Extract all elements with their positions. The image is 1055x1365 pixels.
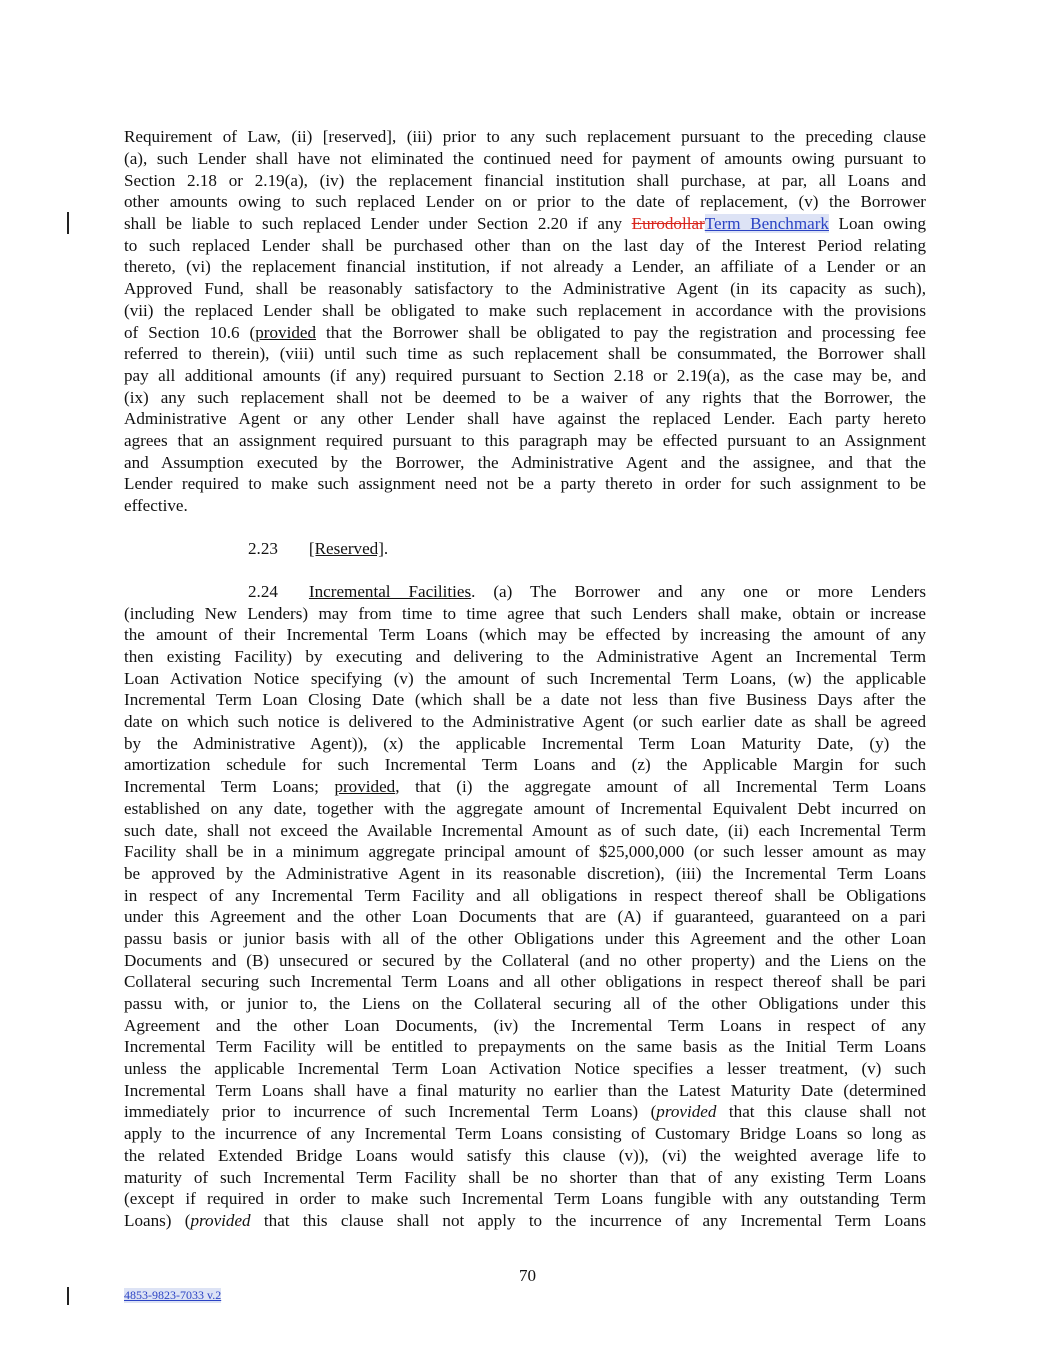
text: Section 2.18 or 2.19(a), (iv) the replacement financial institution shall purchase, at par, all Loans and bbox=[124, 171, 926, 190]
body-line bbox=[124, 1058, 926, 1080]
text: (ix) any such replacement shall not be deemed to be a waiver of any rights that the Borrower, the bbox=[124, 388, 926, 407]
body-line bbox=[124, 798, 926, 820]
body-line bbox=[124, 689, 926, 711]
text: Loan owing bbox=[828, 214, 927, 233]
text: then existing Facility) by executing and delivering to the Administrative Agent an Incremental Term bbox=[124, 647, 926, 666]
section-heading-2-24 bbox=[248, 581, 926, 603]
body-line bbox=[124, 1167, 926, 1189]
body-line bbox=[124, 170, 926, 192]
text: (vii) the replaced Lender shall be obligated to make such replacement in accordance with the provisions bbox=[124, 301, 926, 320]
italic-text: provided bbox=[656, 1102, 717, 1121]
text: Lender required to make such assignment need not be a party thereto in order for such assignment to be bbox=[124, 474, 926, 493]
body-line bbox=[124, 1123, 926, 1145]
text: Loan Activation Notice specifying (v) the amount of such Incremental Term Loans, (w) the applicable bbox=[124, 669, 926, 688]
body-line bbox=[124, 148, 926, 170]
text: such date, shall not exceed the Available Incremental Amount as of such date, (ii) each Incremental Term bbox=[124, 821, 926, 840]
body-line bbox=[124, 993, 926, 1015]
section-heading-2-23 bbox=[248, 538, 648, 560]
section-title bbox=[278, 582, 471, 601]
body-line bbox=[124, 256, 926, 278]
body-line bbox=[124, 624, 926, 646]
body-line bbox=[124, 711, 926, 733]
body-line bbox=[124, 1101, 926, 1123]
body-line bbox=[124, 733, 926, 755]
text: under this Agreement and the other Loan Documents that are (A) if guaranteed, guaranteed on a pari bbox=[124, 907, 926, 926]
body-line bbox=[124, 776, 926, 798]
section-title-text: [Reserved] bbox=[308, 539, 384, 558]
body-line bbox=[124, 1080, 926, 1102]
body-line bbox=[124, 452, 926, 474]
body-line bbox=[124, 495, 926, 517]
body-line bbox=[124, 820, 926, 842]
body-line bbox=[124, 646, 926, 668]
body-line bbox=[124, 278, 926, 300]
underlined-text: provided bbox=[255, 323, 317, 342]
text: , that (i) the aggregate amount of all Incremental Term Loans bbox=[395, 777, 926, 796]
body-line bbox=[124, 300, 926, 322]
italic-text: provided bbox=[190, 1211, 251, 1230]
text: agrees that an assignment required pursuant to this paragraph may be effected pursuant to an Assignment bbox=[124, 431, 926, 450]
body-line bbox=[124, 473, 926, 495]
text: (a), such Lender shall have not eliminated the continued need for payment of amounts owing pursuant to bbox=[124, 149, 926, 168]
text: apply to the incurrence of any Incremental Term Loans consisting of Customary Bridge Loans so long as bbox=[124, 1124, 926, 1143]
body-line bbox=[124, 387, 926, 409]
body-line bbox=[124, 365, 926, 387]
text: passu basis or junior basis with all of the other Obligations under this Agreement and the other Loan bbox=[124, 929, 926, 948]
body-line bbox=[124, 885, 926, 907]
text: that this clause shall not bbox=[716, 1102, 926, 1121]
body-line bbox=[124, 235, 926, 257]
text: by the Administrative Agent)), (x) the applicable Incremental Term Loan Maturity Date, (y) the bbox=[124, 734, 926, 753]
text: that this clause shall not apply to the incurrence of any Incremental Term Loans bbox=[250, 1211, 927, 1230]
body-line bbox=[124, 950, 926, 972]
text: Requirement of Law, (ii) [reserved], (iii) prior to any such replacement pursuant to the preceding clause bbox=[124, 127, 926, 146]
text: Incremental Term Loans; bbox=[124, 777, 335, 796]
text: Loans) ( bbox=[124, 1211, 191, 1230]
body-line bbox=[124, 603, 926, 625]
section-number: 2.24 bbox=[248, 582, 278, 601]
text: effective. bbox=[124, 496, 188, 515]
body-line bbox=[124, 430, 926, 452]
body-line bbox=[124, 1036, 926, 1058]
body-line bbox=[124, 906, 926, 928]
underlined-text: provided bbox=[334, 777, 396, 796]
body-line bbox=[124, 191, 926, 213]
body-line bbox=[124, 1188, 926, 1210]
text: immediately prior to incurrence of such Incremental Term Loans) ( bbox=[124, 1102, 657, 1121]
body-line bbox=[124, 1210, 926, 1232]
body-line bbox=[124, 408, 926, 430]
text: Incremental Term Loans shall have a final maturity no earlier than the Latest Maturity Date (determined bbox=[124, 1081, 926, 1100]
text: Collateral securing such Incremental Term Loans and all other obligations in respect thereof shall be pari bbox=[124, 972, 926, 991]
text: the amount of their Incremental Term Loans (which may be effected by increasing the amount of any bbox=[124, 625, 926, 644]
body-line bbox=[124, 971, 926, 993]
text: referred to therein), (viii) until such time as such replacement shall be consummated, the Borrower shall bbox=[124, 344, 926, 363]
text: Facility shall be in a minimum aggregate principal amount of $25,000,000 (or such lesser amount as may bbox=[124, 842, 926, 861]
section-number: 2.23 bbox=[248, 539, 278, 558]
text: to such replaced Lender shall be purchased other than on the last day of the Interest Period relating bbox=[124, 236, 926, 255]
text: . (a) The Borrower and any one or more Lenders bbox=[471, 582, 926, 601]
text: Approved Fund, shall be reasonably satisfactory to the Administrative Agent (in its capacity as such), bbox=[124, 279, 926, 298]
text: (except if required in order to make such Incremental Term Loans fungible with any outstanding Term bbox=[124, 1189, 926, 1208]
text: thereto, (vi) the replacement financial institution, if not already a Lender, an affiliate of a Lender or an bbox=[124, 257, 926, 276]
body-line bbox=[124, 1145, 926, 1167]
text: other amounts owing to such replaced Lender on or prior to the date of replacement, (v) the Borrower bbox=[124, 192, 926, 211]
body-line-tracked-change bbox=[124, 213, 926, 235]
text: Administrative Agent or any other Lender shall have against the replaced Lender. Each party hereto bbox=[124, 409, 926, 428]
body-line bbox=[124, 754, 926, 776]
text: be approved by the Administrative Agent in its reasonable discretion), (iii) the Incremental Term Loans bbox=[124, 864, 926, 883]
text: shall be liable to such replaced Lender under Section 2.20 if any bbox=[124, 214, 632, 233]
text: pay all additional amounts (if any) required pursuant to Section 2.18 or 2.19(a), as the case may be, and bbox=[124, 366, 926, 385]
text: Documents and (B) unsecured or secured by the Collateral (and no other property) and the Liens on the bbox=[124, 951, 926, 970]
body-line bbox=[124, 322, 926, 344]
body-line bbox=[124, 343, 926, 365]
body-line bbox=[124, 841, 926, 863]
body-line bbox=[124, 1015, 926, 1037]
text: that the Borrower shall be obligated to pay the registration and processing fee bbox=[316, 323, 926, 342]
section-title bbox=[278, 539, 384, 558]
text: in respect of any Incremental Term Facility and all obligations in respect thereof shall be Obligations bbox=[124, 886, 926, 905]
text: of Section 10.6 ( bbox=[124, 323, 256, 342]
body-line bbox=[124, 928, 926, 950]
text: amortization schedule for such Incremental Term Loans and (z) the Applicable Margin for such bbox=[124, 755, 926, 774]
page-number: 70 bbox=[518, 1266, 537, 1285]
text: (including New Lenders) may from time to time agree that such Lenders shall make, obtain or increase bbox=[124, 604, 926, 623]
body-line bbox=[124, 126, 926, 148]
inserted-text: Term Benchmark bbox=[704, 214, 829, 233]
section-title-text: Incremental Facilities bbox=[308, 582, 472, 601]
change-bar bbox=[67, 212, 69, 234]
text: date on which such notice is delivered to the Administrative Agent (or such earlier date as shall be agreed bbox=[124, 712, 926, 731]
text: Incremental Term Loan Closing Date (which shall be a date not less than five Business Days after the bbox=[124, 690, 926, 709]
change-bar bbox=[67, 1287, 69, 1305]
text: established on any date, together with the aggregate amount of Incremental Equivalent Debt incurred on bbox=[124, 799, 926, 818]
text: Incremental Term Facility will be entitled to prepayments on the same basis as the Initial Term Loans bbox=[124, 1037, 926, 1056]
document-id: 4853-9823-7033 v.2 bbox=[124, 1288, 222, 1302]
body-line bbox=[124, 668, 926, 690]
text: the related Extended Bridge Loans would satisfy this clause (v)), (vi) the weighted average life to bbox=[124, 1146, 926, 1165]
text: and Assumption executed by the Borrower, the Administrative Agent and the assignee, and that the bbox=[124, 453, 926, 472]
text: maturity of such Incremental Term Facility shall be no shorter than that of any existing Term Loans bbox=[124, 1168, 926, 1187]
text: . bbox=[383, 539, 389, 558]
deleted-text: Eurodollar bbox=[631, 214, 705, 233]
text: passu with, or junior to, the Liens on the Collateral securing all of the other Obligations under this bbox=[124, 994, 926, 1013]
text: Agreement and the other Loan Documents, (iv) the Incremental Term Loans in respect of any bbox=[124, 1016, 926, 1035]
body-line bbox=[124, 863, 926, 885]
text: unless the applicable Incremental Term Loan Activation Notice specifies a lesser treatment, (v) such bbox=[124, 1059, 926, 1078]
